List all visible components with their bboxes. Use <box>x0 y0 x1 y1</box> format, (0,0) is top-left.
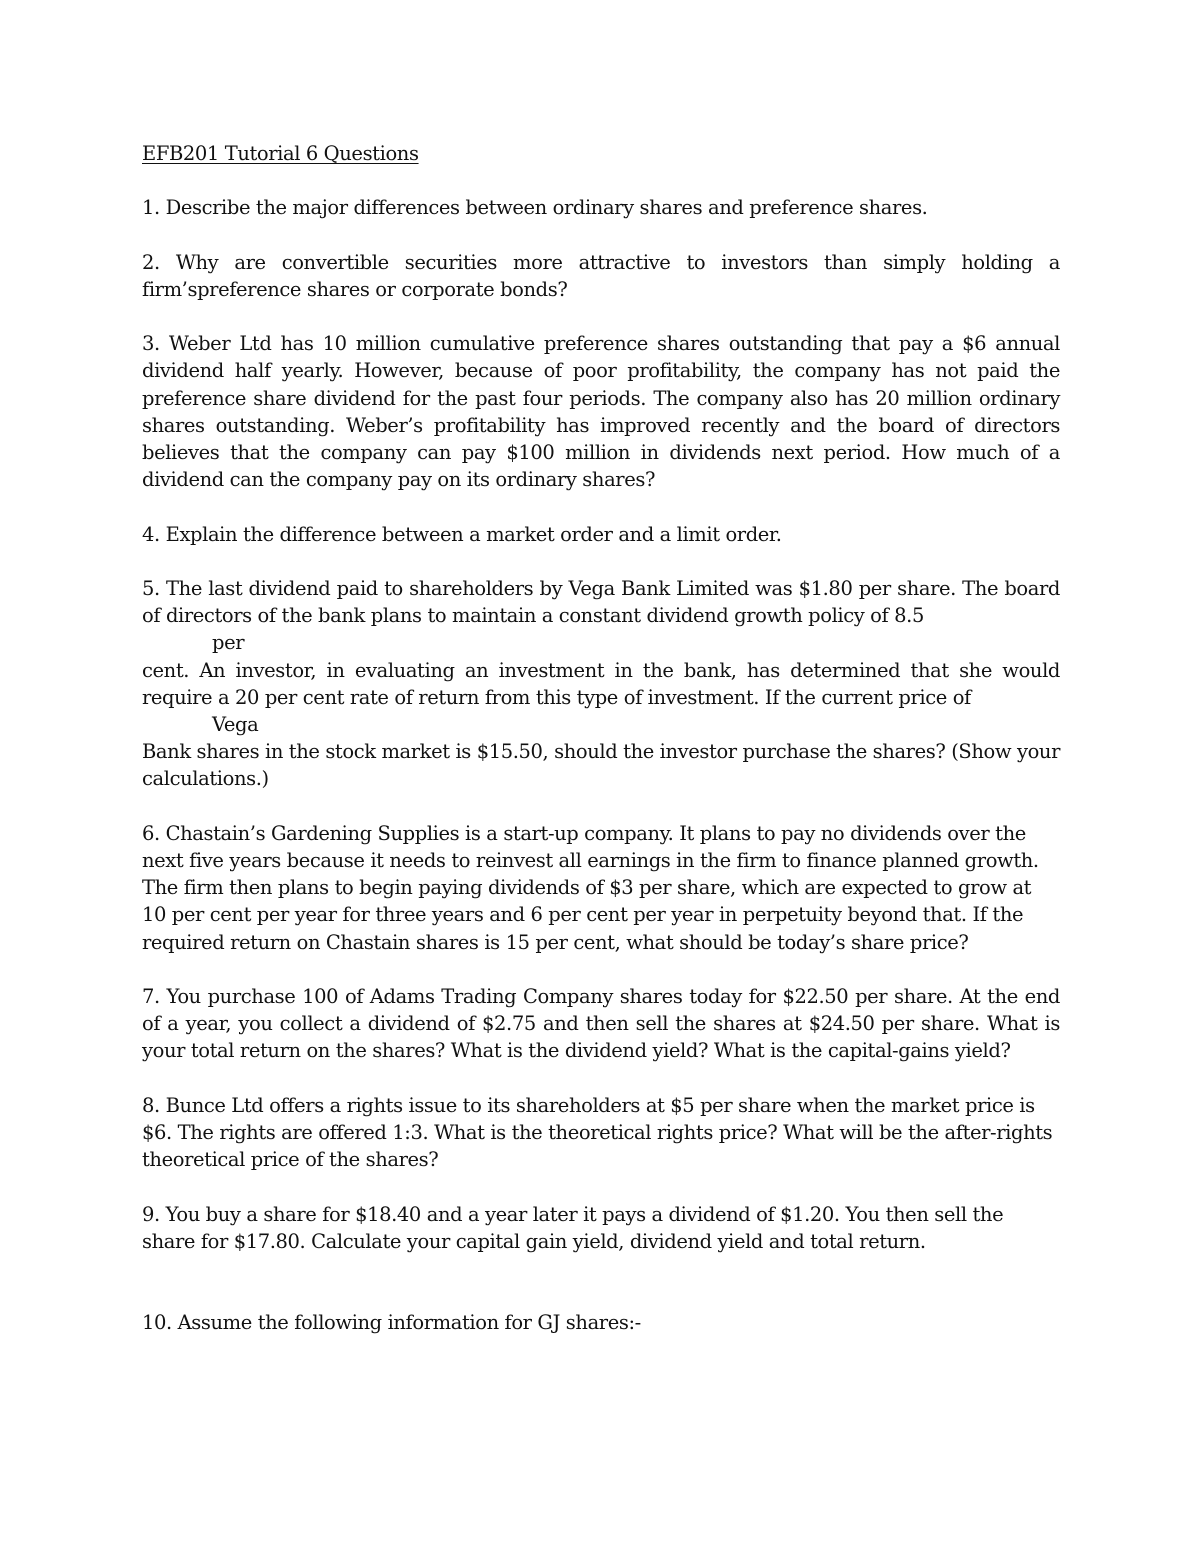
question-2: 2. Why are convertible securities more attractive to investors than simply holding a firm’spreference shares or corporate bonds? <box>142 250 1060 301</box>
question-5 <box>142 575 1060 793</box>
question-1: 1. Describe the major differences between ordinary shares and preference shares. <box>142 196 928 220</box>
question-6: 6. Chastain’s Gardening Supplies is a start-up company. It plans to pay no dividends over the next five years because it needs to reinvest all earnings in the firm to finance planned growth. The firm then plans to begin paying dividends of $3 per share, which are expected to grow at 10 per cent per year for three years and 6 per cent per year in perpetuity beyond that. If the required return on Chastain shares is 15 per cent, what should be today’s share price? <box>142 821 1039 954</box>
question-5-line-4: Vega <box>212 713 259 736</box>
question-5-line-1: 5. The last dividend paid to shareholders by Vega Bank Limited was $1.80 per share. The board of directors of the bank plans to maintain a constant dividend growth policy of 8.5 <box>142 576 1060 628</box>
document-title: EFB201 Tutorial 6 Questions <box>142 142 419 165</box>
question-5-line-3: cent. An investor, in evaluating an investment in the bank, has determined that she would require a 20 per cent rate of return from this type of investment. If the current price of <box>142 658 1060 709</box>
question-9: 9. You buy a share for $18.40 and a year later it pays a dividend of $1.20. You then sell the share for $17.80. Calculate your capital gain yield, dividend yield and total return. <box>142 1202 1004 1253</box>
question-3: 3. Weber Ltd has 10 million cumulative preference shares outstanding that pay a $6 annual dividend half yearly. However, because of poor profitability, the company has not paid the preference share dividend for the past four periods. The company also has 20 million ordinary shares outstanding. Weber’s profitability has improved recently and the board of directors believes that the company can pay $100 million in dividends next period. How much of a dividend can the company pay on its ordinary shares? <box>142 332 1060 492</box>
question-5-line-5: Bank shares in the stock market is $15.50, should the investor purchase the shares? (Show your calculations.) <box>142 740 1060 791</box>
question-5-line-2: per <box>212 631 245 655</box>
question-8: 8. Bunce Ltd offers a rights issue to its shareholders at $5 per share when the market price is $6. The rights are offered 1:3. What is the theoretical rights price? What will be the after-rights theoretical price of the shares? <box>142 1093 1053 1172</box>
question-10: 10. Assume the following information for GJ shares:- <box>142 1311 641 1334</box>
question-4: 4. Explain the difference between a market order and a limit order. <box>142 522 782 546</box>
question-7: 7. You purchase 100 of Adams Trading Company shares today for $22.50 per share. At the end of a year, you collect a dividend of $2.75 and then sell the shares at $24.50 per share. What is your total return on the shares? What is the dividend yield? What is the capital-gains yield? <box>142 985 1060 1063</box>
document-page <box>142 140 1060 1363</box>
